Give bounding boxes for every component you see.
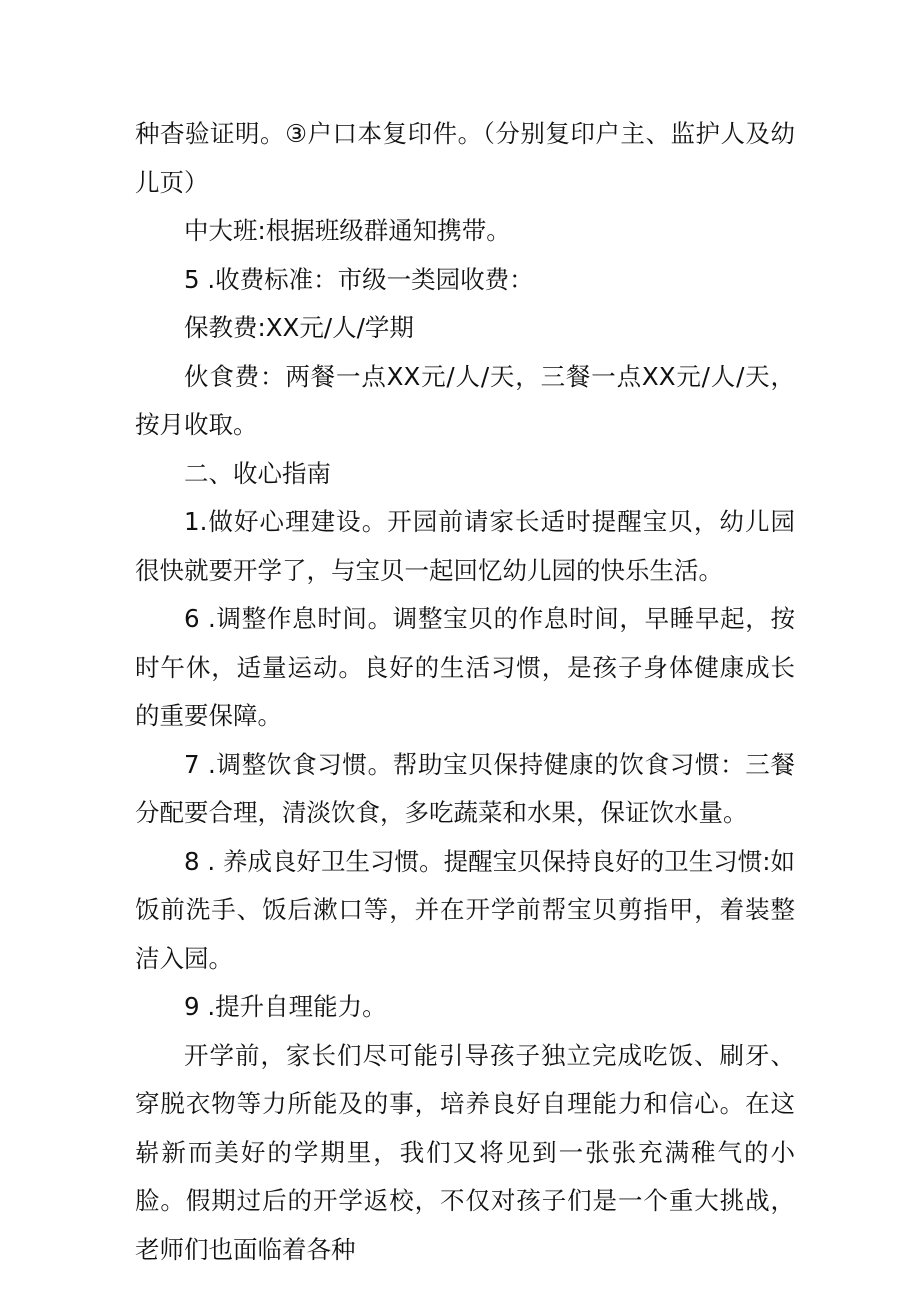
paragraph-middle-senior-class: 中大班:根据班级群通知携带。 [184,216,511,245]
paragraph-tuition-fee: 保教费:XX元/人/学期 [184,313,414,342]
paragraph-diet-adjustment: 7 .调整饮食习惯。帮助宝贝保持健康的饮食习惯：三餐分配要合理，清淡饮食，多吃蔬菜和水果，保证饮水量。 [135,749,795,827]
paragraph-before-school: 开学前，家长们尽可能引导孩子独立完成吃饭、刷牙、穿脱衣物等力所能及的事，培养良好自理能力和信心。在这崭新而美好的学期里，我们又将见到一张张充满稚气的小脸。假期过后的开学返校，不仅对孩子们是一个重大挑战，老师们也面临着各种 [135,1040,795,1264]
paragraph-mental-preparation: 1.做好心理建设。开园前请家长适时提醒宝贝，幼儿园很快就要开学了，与宝贝一起回忆幼儿园的快乐生活。 [135,507,795,585]
paragraph-verification-docs: 种杳验证明。③户口本复印件。（分别复印户主、监护人及幼儿页） [135,119,795,197]
paragraph-fee-standard: 5 .收费标准：市级一类园收费： [184,264,534,294]
paragraph-hygiene-habits: 8 . 养成良好卫生习惯。提醒宝贝保持良好的卫生习惯:如饭前洗手、饭后漱口等，并在开学前帮宝贝剪指甲，着装整洁入园。 [135,846,795,973]
document-body [135,110,795,1274]
paragraph-self-care-heading: 9 .提升自理能力。 [184,992,387,1021]
paragraph-meal-fee: 伙食费：两餐一点XX元/人/天，三餐一点XX元/人/天，按月收取。 [135,361,795,439]
section-heading-guide: 二、收心指南 [184,458,331,488]
paragraph-schedule-adjustment: 6 .调整作息时间。调整宝贝的作息时间，早睡早起，按时午休，适量运动。良好的生活习惯，是孩子身体健康成长的重要保障。 [135,604,795,730]
